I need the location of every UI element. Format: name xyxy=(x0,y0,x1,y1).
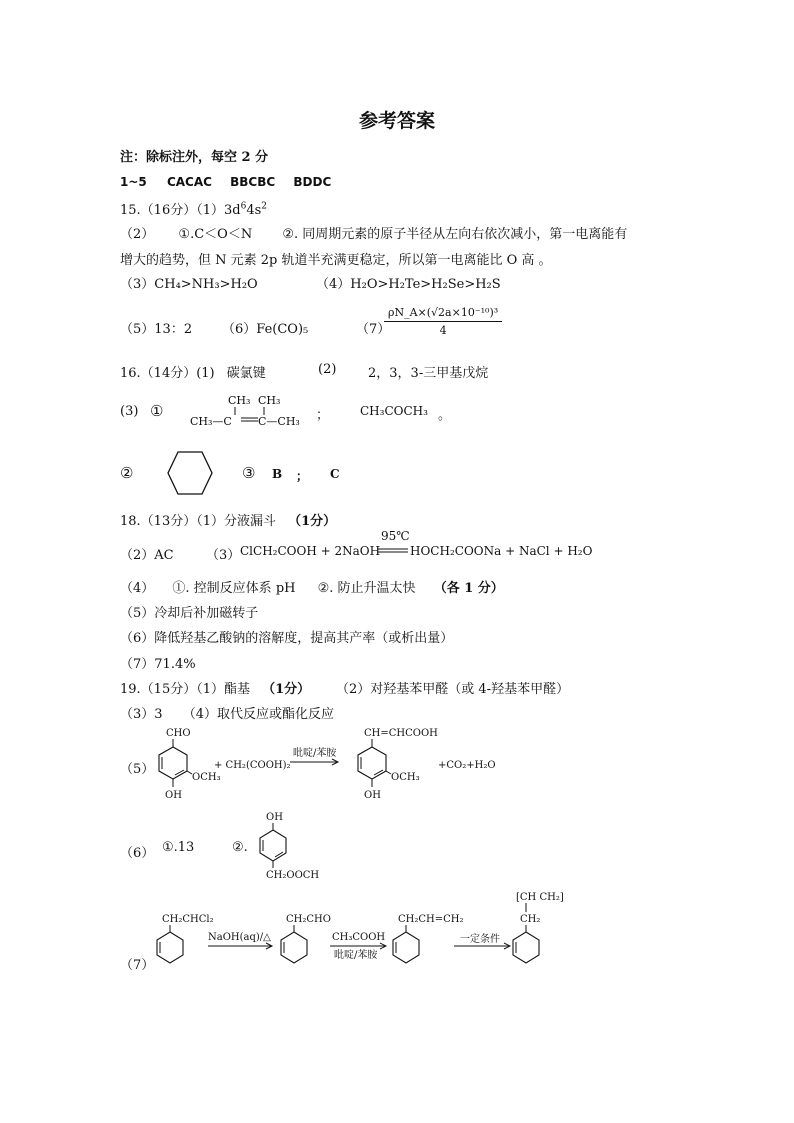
route-cond-2a: CH₃COOH xyxy=(332,932,386,943)
malonic-acid-reagent: + CH₂(COOH)₂ xyxy=(214,760,291,771)
q16-circle-2: ② xyxy=(120,464,134,482)
route-s1-ring xyxy=(157,932,183,963)
q15-p6: （6）Fe(CO)₅ xyxy=(222,322,309,337)
q15-p7-numerator: ρN_A×(√2a×10⁻¹⁰)³ xyxy=(384,306,502,322)
q19-part4: （4）取代反应或酯化反应 xyxy=(182,707,334,722)
q18-p3-label: （3） xyxy=(206,548,241,563)
q16-p3-label: (3) xyxy=(120,404,139,419)
q15-p3-answer: CH₄>NH₃>H₂O xyxy=(154,277,258,292)
q16-semicolon-2: ； xyxy=(296,469,309,483)
q15-p7-denominator: 4 xyxy=(439,324,447,337)
q15-p2-label: （2） xyxy=(120,227,155,242)
product-side-chain: CH=CHCOOH xyxy=(364,728,438,739)
route-s4-ring xyxy=(513,932,539,963)
q18-p4-points: （各 1 分） xyxy=(433,581,504,596)
q16-acetone: CH₃COCH₃ xyxy=(360,404,428,418)
q18-part7: （7）71.4% xyxy=(120,657,196,672)
route-cond-3: 一定条件 xyxy=(460,934,500,945)
route-s3-ring xyxy=(393,932,419,963)
q16-p1-answer: 碳氯键 xyxy=(226,366,266,381)
vanillin-ring xyxy=(159,747,187,779)
q15-p5: （5）13：2 xyxy=(120,322,193,337)
q19-p7-synthesis-route xyxy=(148,886,588,972)
multiple-choice-answers xyxy=(120,175,331,189)
p6-oh: OH xyxy=(266,812,283,823)
q15-p2-answer-a: ①.C＜O＜N xyxy=(178,227,253,242)
product-oh: OH xyxy=(364,790,381,801)
q19-part3-4 xyxy=(120,703,334,722)
q19-p5-reaction-scheme xyxy=(146,722,506,804)
left-carbon: CH₃—C xyxy=(190,415,232,428)
q18-equals-arrow xyxy=(378,547,408,555)
product-ring xyxy=(358,747,386,779)
route-cond-2b: 吡啶/苯胺 xyxy=(334,950,378,961)
q18-p4-answer-b: ②. 防止升温太快 xyxy=(317,581,416,596)
q19-p6-answer-a: ①.13 xyxy=(162,840,195,855)
route-s1-text: CH₂CHCl₂ xyxy=(162,914,214,925)
q19-heading xyxy=(120,678,570,697)
q15-p3-label: （3） xyxy=(120,277,155,292)
methyl-top-right: CH₃ xyxy=(258,394,281,407)
q16-heading xyxy=(120,362,489,381)
byproducts: +CO₂+H₂O xyxy=(438,760,496,771)
vanillin-och3: OCH₃ xyxy=(192,772,221,783)
q15-heading xyxy=(120,199,267,218)
q16-circle-1: ① xyxy=(150,402,164,420)
q19-p5-label: （5） xyxy=(120,762,155,777)
route-s2-ring xyxy=(281,932,307,963)
q18-head-points: （1分） xyxy=(288,514,337,529)
q16-semicolon: ； xyxy=(316,408,330,423)
q19-p6-structure xyxy=(258,808,338,880)
q16-answer-c: C xyxy=(330,467,340,481)
q16-circle-3: ③ xyxy=(242,464,256,482)
mc-group-3: BDDC xyxy=(293,175,332,189)
cyclohexane-structure xyxy=(166,449,214,497)
q18-head-text: 18.（13分）（1）分液漏斗 xyxy=(120,514,276,529)
route-s4-ch2: CH₂ xyxy=(520,914,541,925)
q15-p1-answer: $3d^64s^2$ xyxy=(224,201,268,218)
q16-period: 。 xyxy=(438,408,452,423)
route-s2-text: CH₂CHO xyxy=(286,914,331,925)
q18-part5: （5）冷却后补加磁转子 xyxy=(120,606,259,621)
mc-range: 1~5 xyxy=(120,175,147,189)
q19-part2: （2）对羟基苯甲醛（或 4-羟基苯甲醛） xyxy=(336,682,570,697)
tetramethylethylene-structure xyxy=(188,390,318,436)
p6-ring xyxy=(260,830,286,861)
q15-p2-answer-b: ②. 同周期元素的原子半径从左向右依次减小，第一电离能有 xyxy=(282,227,628,242)
q15-p7-fraction xyxy=(384,306,502,337)
mc-group-2: BBCBC xyxy=(230,175,276,189)
product-och3: OCH₃ xyxy=(391,772,420,783)
route-s3-text: CH₂CH=CH₂ xyxy=(398,914,464,925)
q18-p3-right: HOCH₂COONa + NaCl + H₂O xyxy=(410,544,593,558)
q18-p3-condition: 95℃ xyxy=(381,529,410,543)
scoring-note: 注：除标注外，每空 2 分 xyxy=(120,150,269,165)
q15-part2 xyxy=(120,223,627,242)
q19-p6-label: （6） xyxy=(120,846,155,861)
q19-part3: （3）3 xyxy=(120,707,163,722)
q16-p2-answer: 2，3，3-三甲基戊烷 xyxy=(368,366,489,381)
q18-part2: （2）AC xyxy=(120,548,174,563)
reaction-condition: 吡啶/苯胺 xyxy=(293,748,337,759)
q19-head-text: 19.（15分）（1）酯基 xyxy=(120,682,250,697)
q15-part2-continued: 增大的趋势，但 N 元素 2p 轨道半充满更稳定，所以第一电离能比 O 高 。 xyxy=(120,253,552,268)
q16-p2-label: (2) xyxy=(318,362,337,377)
p6-ch2oocH: CH₂OOCH xyxy=(266,870,320,880)
q15-p4: （4）H₂O>H₂Te>H₂Se>H₂S xyxy=(316,277,501,292)
q18-part6: （6）降低羟基乙酸钠的溶解度，提高其产率（或析出量） xyxy=(120,631,454,646)
q18-part4: （4） ①. 控制反应体系 pH ②. 防止升温太快 （各 1 分） xyxy=(120,581,504,596)
vanillin-oh: OH xyxy=(165,790,182,801)
q18-p4-answer-a: ①. 控制反应体系 pH xyxy=(172,581,296,596)
methyl-top-left: CH₃ xyxy=(228,394,251,407)
page-title: 参考答案 xyxy=(358,110,435,132)
route-s4-polymer: [CH CH₂] xyxy=(516,892,564,903)
q18-heading xyxy=(120,510,336,529)
q15-p7-label: （7） xyxy=(356,322,391,337)
q19-p6-answer-b: ②. xyxy=(232,840,248,855)
q16-answer-b: B xyxy=(272,467,283,481)
mc-group-1: CACAC xyxy=(166,175,212,189)
right-carbon: C—CH₃ xyxy=(258,415,300,428)
route-cond-1: NaOH(aq)/△ xyxy=(208,932,271,943)
vanillin-cho: CHO xyxy=(166,728,191,739)
q19-head-points: （1分） xyxy=(262,682,311,697)
q16-head-text: 16.（14分）(1) xyxy=(120,366,215,381)
q19-p7-label: （7） xyxy=(120,958,155,973)
q18-p3-left: ClCH₂COOH + 2NaOH xyxy=(240,544,381,558)
q15-head-text: 15.（16分）（1） xyxy=(120,203,224,218)
q15-part3-4 xyxy=(120,273,501,292)
